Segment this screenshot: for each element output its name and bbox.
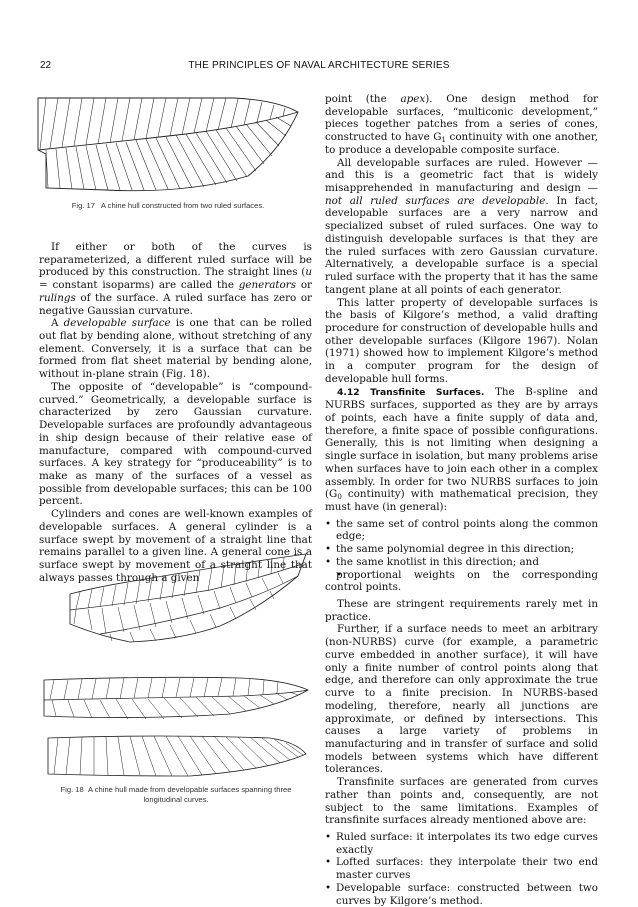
list-item: • Ruled surface: it interpolates its two edge curves exactly xyxy=(325,831,598,856)
requirements-list xyxy=(325,518,598,594)
figure-18-label: Fig. 18 xyxy=(60,785,84,794)
right-paragraph-4: 4.12 Transfinite Surfaces. The B-spline and NURBS surfaces, supported as they are by arrays of points, each have a finite supply of data and, therefore, a finite space of possible configurations. Generally, this is not limiting when designing a single surface in isolation, but many problems arise when surfaces have to join each other in a complex assembly. In order for two NURBS surfaces to join ($G_0$ continuity) with mathematical precision, they must have (in general): xyxy=(325,385,598,513)
left-column xyxy=(39,241,312,584)
section-heading-4-12: 4.12 Transfinite Surfaces. xyxy=(337,386,485,398)
left-paragraph-1: If either or both of the curves is reparameterized, a different ruled surface will be produced by this construction. The straight lines (u = constant isoparms) are called the generators or rulings of the surface. A ruled surface has zero or negative Gaussian curvature. xyxy=(39,241,312,317)
page-number: 22 xyxy=(40,60,52,71)
left-paragraph-4: Cylinders and cones are well-known examples of developable surfaces. A general cylinder is a surface swept by movement of a straight line that remains parallel to a given line. A general cone is a surface swept by movement of a straight line that always passes through a given xyxy=(39,508,312,584)
figure-18-middle-hull xyxy=(44,677,308,719)
running-header xyxy=(40,60,598,74)
list-item: • Lofted surfaces: they interpolate their two end master curves xyxy=(325,856,598,881)
figure-17-label: Fig. 17 xyxy=(71,201,95,210)
figure-17-caption xyxy=(36,201,300,211)
list-item: • the same knotlist in this direction; and xyxy=(325,556,598,569)
left-paragraph-3: The opposite of “developable” is “compound-curved.” Geometrically, a developable surface is characterized by zero Gaussian curvature. Developable surfaces are profoundly advantageous in ship design because of their relative ease of manufacture, compared with compound-curved surfaces. A key strategy for “produceability” is to make as many of the surfaces of a vessel as possible from developable surfaces; this can be 100 percent. xyxy=(39,380,312,508)
right-paragraph-6: Further, if a surface needs to meet an arbitrary (non-NURBS) curve (for example, a parametric curve embedded in another surface), it will have only a finite number of control points along that edge, and therefore can only approximate the true curve to a finite precision. In NURBS-based modeling, therefore, nearly all junctions are approximate, or defined by intersections. This causes a large variety of problems in manufacturing and in transfer of surface and solid models between systems which have different tolerances. xyxy=(325,623,598,776)
figure-18-developable-hull xyxy=(40,550,310,780)
left-paragraph-2: A developable surface is one that can be rolled out flat by bending alone, without stretching of any element. Conversely, it is a surface that can be formed from flat sheet material by bending alone, without in-plane strain (Fig. 18). xyxy=(39,317,312,381)
list-item: • the same set of control points along the common edge; xyxy=(325,518,598,543)
figure-18-caption xyxy=(36,785,316,805)
figure-18-caption-line1: A chine hull made from developable surfaces spanning three xyxy=(87,785,292,794)
figure-18-lower-hull xyxy=(48,736,306,776)
figure-17-chine-hull xyxy=(36,92,300,196)
transfinite-examples-list xyxy=(325,831,598,907)
right-paragraph-5: These are stringent requirements rarely met in practice. xyxy=(325,598,598,623)
series-title: THE PRINCIPLES OF NAVAL ARCHITECTURE SERIES xyxy=(188,60,450,71)
list-item: • the same polynomial degree in this direction; xyxy=(325,543,598,556)
list-item: • Developable surface: constructed between two curves by Kilgore’s method. xyxy=(325,882,598,907)
list-item: • proportional weights on the corresponding control points. xyxy=(325,569,598,594)
right-paragraph-3: This latter property of developable surfaces is the basis of Kilgore’s method, a valid drafting procedure for construction of developable hulls and other developable surfaces (Kilgore 1967). Nolan (1971) showed how to implement Kilgore’s method in a computer program for the design of developable hull forms. xyxy=(325,296,598,385)
right-paragraph-1: point (the apex). One design method for developable surfaces, “multiconic development,” pieces together patches from a series of cones, constructed to have $G_1$ continuity with one another, to produce a developable composite surface. xyxy=(325,93,599,156)
figure-18-caption-line2: longitudinal curves. xyxy=(143,795,209,804)
right-paragraph-2: All developable surfaces are ruled. However — and this is a geometric fact that is widely misapprehended in manufacturing and design — not all ruled surfaces are developable. In fact, developable surfaces are a very narrow and specialized subset of ruled surfaces. One way to distinguish developable surfaces is that they are the ruled surfaces with zero Gaussian curvature. Alternatively, a developable surface is a special ruled surface with the property that it has the same tangent plane at all points of each generator. xyxy=(325,156,598,296)
right-column xyxy=(325,93,598,907)
figure-17-caption-text: A chine hull constructed from two ruled surfaces. xyxy=(100,201,265,210)
right-paragraph-7: Transfinite surfaces are generated from curves rather than points and, consequently, are not subject to the same limitations. Examples of transfinite surfaces already mentioned above are: xyxy=(325,776,598,827)
